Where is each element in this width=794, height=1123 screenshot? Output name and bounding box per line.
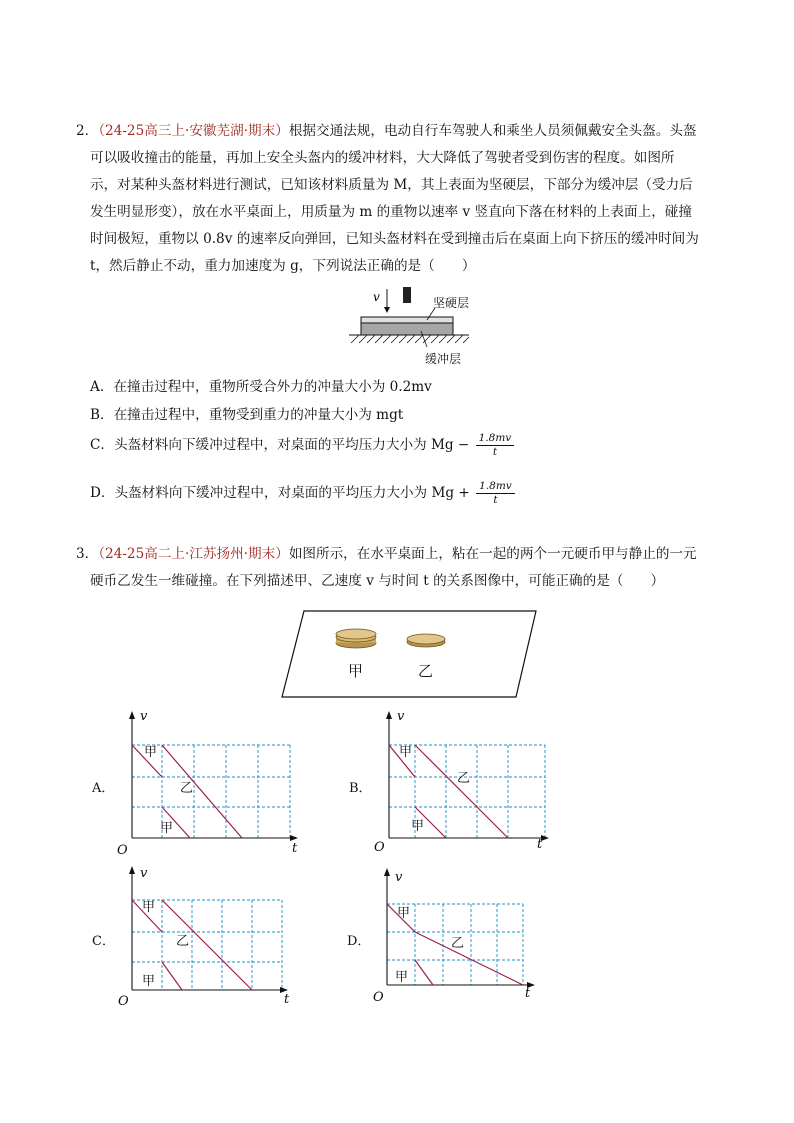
axis-t-label: t [292, 841, 298, 856]
coin-stack-jia [336, 629, 376, 648]
line-label-yi: 乙 [451, 936, 465, 951]
question-3-line-1: 3．（24-25高二上·江苏扬州·期末）如图所示，在水平桌面上，粘在一起的两个一元硬币甲与静止的一元 [76, 546, 697, 562]
option-a: A．在撞击过程中，重物所受合外力的冲量大小为 0.2mv [90, 379, 432, 395]
line-label-jia: 甲 [144, 745, 158, 760]
line-label-jia: 甲 [142, 900, 156, 915]
coin-label-jia: 甲 [348, 662, 364, 680]
question-source: （24-25高三上·安徽芜湖·期末） [98, 123, 289, 139]
weight-block [403, 287, 411, 303]
graph-b [345, 705, 565, 865]
question-2-line-1: 2．（24-25高三上·安徽芜湖·期末）根据交通法规，电动自行车驾驶人和乘坐人员须佩戴安全头盔。头盔 [76, 123, 697, 139]
coin-label-yi: 乙 [418, 662, 434, 680]
option-label: A． [92, 781, 115, 796]
option-d: D．头盔材料向下缓冲过程中，对桌面的平均压力大小为 Mg + $\frac{1.8mv}{t}$ [90, 480, 517, 507]
tabletop [282, 611, 536, 697]
fraction: $\frac{1.8mv}{t}$ [476, 432, 515, 459]
question-2-line-2: 可以吸收撞击的能量，再加上安全头盔内的缓冲材料，大大降低了驾驶者受到伤害的程度。如图所 [90, 150, 675, 166]
line-label-yi: 乙 [180, 781, 194, 796]
hard-layer-label: 坚硬层 [433, 296, 470, 310]
question-2-line-6: t，然后静止不动，重力加速度为 g，下列说法正确的是（ ） [90, 258, 476, 274]
question-2-line-4: 发生明显形变），放在水平桌面上，用质量为 m 的重物以速率 v 竖直向下落在材料的上表面上，碰撞 [90, 204, 692, 220]
origin-label: O [117, 843, 128, 858]
question-3-line-2: 硬币乙发生一维碰撞。在下列描述甲、乙速度 v 与时间 t 的关系图像中，可能正确的是（ ） [90, 573, 665, 589]
hard-layer [361, 317, 453, 323]
velocity-arrowhead [384, 307, 390, 313]
fraction: $\frac{1.8mv}{t}$ [476, 480, 515, 507]
option-b: B．在撞击过程中，重物受到重力的冲量大小为 mgt [90, 407, 404, 423]
graph-a [88, 705, 308, 865]
origin-label: O [374, 840, 385, 855]
question-source: （24-25高二上·江苏扬州·期末） [98, 546, 289, 562]
graph-c [88, 862, 308, 1022]
axis-t-label: t [525, 986, 531, 1001]
coin-figure [280, 609, 540, 701]
line-label-jia: 甲 [160, 821, 174, 836]
origin-label: O [373, 990, 384, 1005]
line-label-jia: 甲 [395, 970, 409, 985]
option-label: C． [92, 934, 115, 949]
option-label: B． [349, 781, 372, 796]
table-hatch [351, 335, 469, 343]
question-number: 3． [76, 546, 99, 562]
axis-v-label: v [140, 866, 148, 881]
buffer-layer-label: 缓冲层 [425, 352, 462, 366]
axis-t-label: t [537, 837, 543, 852]
axis-v-label: v [140, 709, 148, 724]
option-label: D． [347, 934, 371, 949]
line-label-jia: 甲 [397, 906, 411, 921]
origin-label: O [118, 994, 129, 1009]
question-2 [76, 118, 716, 280]
axis-v-label: v [395, 870, 403, 885]
question-number: 2． [76, 123, 99, 139]
fig-v-label: v [373, 290, 380, 304]
buffer-layer [361, 323, 453, 335]
graph-d [345, 862, 565, 1022]
line-label-jia: 甲 [411, 819, 425, 834]
option-c: C．头盔材料向下缓冲过程中，对桌面的平均压力大小为 Mg − $\frac{1.8mv}{t}$ [90, 432, 516, 459]
line-label-yi: 乙 [457, 771, 471, 786]
line-label-jia: 甲 [399, 745, 413, 760]
axis-v-label: v [397, 709, 405, 724]
question-2-line-5: 时间极短，重物以 0.8v 的速率反向弹回，已知头盔材料在受到撞击后在桌面上向下挤压的缓冲时间为 [90, 231, 699, 247]
line-label-yi: 乙 [176, 934, 190, 949]
question-2-line-3: 示，对某种头盔材料进行测试，已知该材料质量为 M，其上表面为坚硬层，下部分为缓冲层（受力后 [90, 177, 693, 193]
question-3 [76, 541, 716, 595]
coin-yi [407, 634, 445, 647]
axis-t-label: t [284, 992, 290, 1007]
line-label-jia: 甲 [142, 974, 156, 989]
